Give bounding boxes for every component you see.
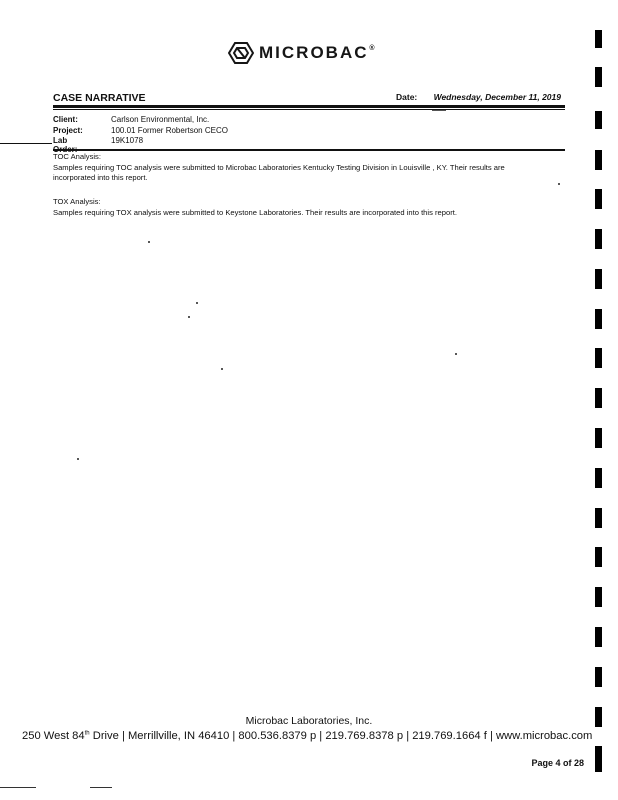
scan-edge-mark: [595, 348, 602, 368]
scan-speck: [558, 183, 560, 185]
client-label: Client:: [53, 115, 78, 124]
scan-edge-mark: [595, 150, 602, 170]
date-value: Wednesday, December 11, 2019: [433, 92, 561, 102]
lab-order-label: Lab: [53, 136, 68, 145]
header-rule: [53, 105, 565, 108]
scan-edge-mark: [595, 269, 602, 289]
scan-edge-mark: [595, 67, 602, 87]
logo-wordmark: MICROBAC ®: [259, 43, 377, 62]
address-part-1: 250 West 84: [22, 730, 85, 742]
scan-edge-mark: [595, 309, 602, 329]
header-row: [53, 92, 561, 106]
scan-edge-line: [90, 787, 112, 788]
section-rule: [53, 149, 565, 151]
scan-edge-mark: [595, 707, 602, 727]
address-part-2: Drive | Merrillville, IN 46410 | 800.536.8379 p | 219.769.8378 p | 219.769.1664 f | www.microbac.com: [89, 730, 593, 742]
scan-speck: [455, 353, 457, 355]
scan-edge-mark: [595, 547, 602, 567]
project-label: Project:: [53, 125, 83, 135]
scan-edge-mark: [595, 189, 602, 209]
scan-speck: [77, 458, 79, 460]
scan-edge-mark: [595, 229, 602, 249]
address-ordinal: th: [84, 730, 90, 737]
lab-order-value: 19K1078: [111, 136, 144, 145]
toc-section: [53, 152, 523, 184]
project-value: 100.01 Former Robertson CECO: [111, 125, 228, 135]
footer-address: [22, 730, 592, 742]
company-logo: [228, 40, 377, 66]
scan-speck: [188, 316, 190, 318]
tox-section: [53, 197, 523, 218]
toc-body: Samples requiring TOC analysis were submitted to Microbac Laboratories Kentucky Testing Division in Louisville , KY. Their results are incorporated into this report.: [53, 162, 505, 182]
scan-speck: [221, 368, 223, 370]
document-title: CASE NARRATIVE: [53, 92, 146, 104]
client-value: Carlson Environmental, Inc.: [111, 115, 210, 124]
scan-edge-mark: [595, 388, 602, 408]
scan-edge-mark: [595, 746, 602, 772]
toc-title: TOC Analysis:: [53, 152, 101, 161]
scan-edge-mark: [595, 508, 602, 528]
scan-speck: [196, 302, 198, 304]
scan-edge-mark: [595, 111, 602, 129]
date-label: Date:: [396, 92, 418, 102]
scan-edge-mark: [595, 627, 602, 647]
scan-edge-mark: [595, 587, 602, 607]
scan-speck: [148, 241, 150, 243]
tox-title: TOX Analysis:: [53, 197, 101, 206]
lab-order-underline: [0, 143, 52, 144]
date-underline: [432, 110, 446, 111]
scan-edge-line: [0, 787, 36, 788]
page-number: Page 4 of 28: [531, 758, 584, 768]
scan-edge-mark: [595, 30, 602, 48]
tox-body: Samples requiring TOX analysis were submitted to Keystone Laboratories. Their results are incorporated into this report.: [53, 207, 457, 217]
header-rule-thin: [53, 109, 565, 110]
scan-edge-mark: [595, 468, 602, 488]
microbac-hexagon-logo-icon: [228, 41, 254, 65]
scan-edge-mark: [595, 667, 602, 687]
scan-edge-mark: [595, 428, 602, 448]
footer-organization: Microbac Laboratories, Inc.: [245, 715, 373, 727]
